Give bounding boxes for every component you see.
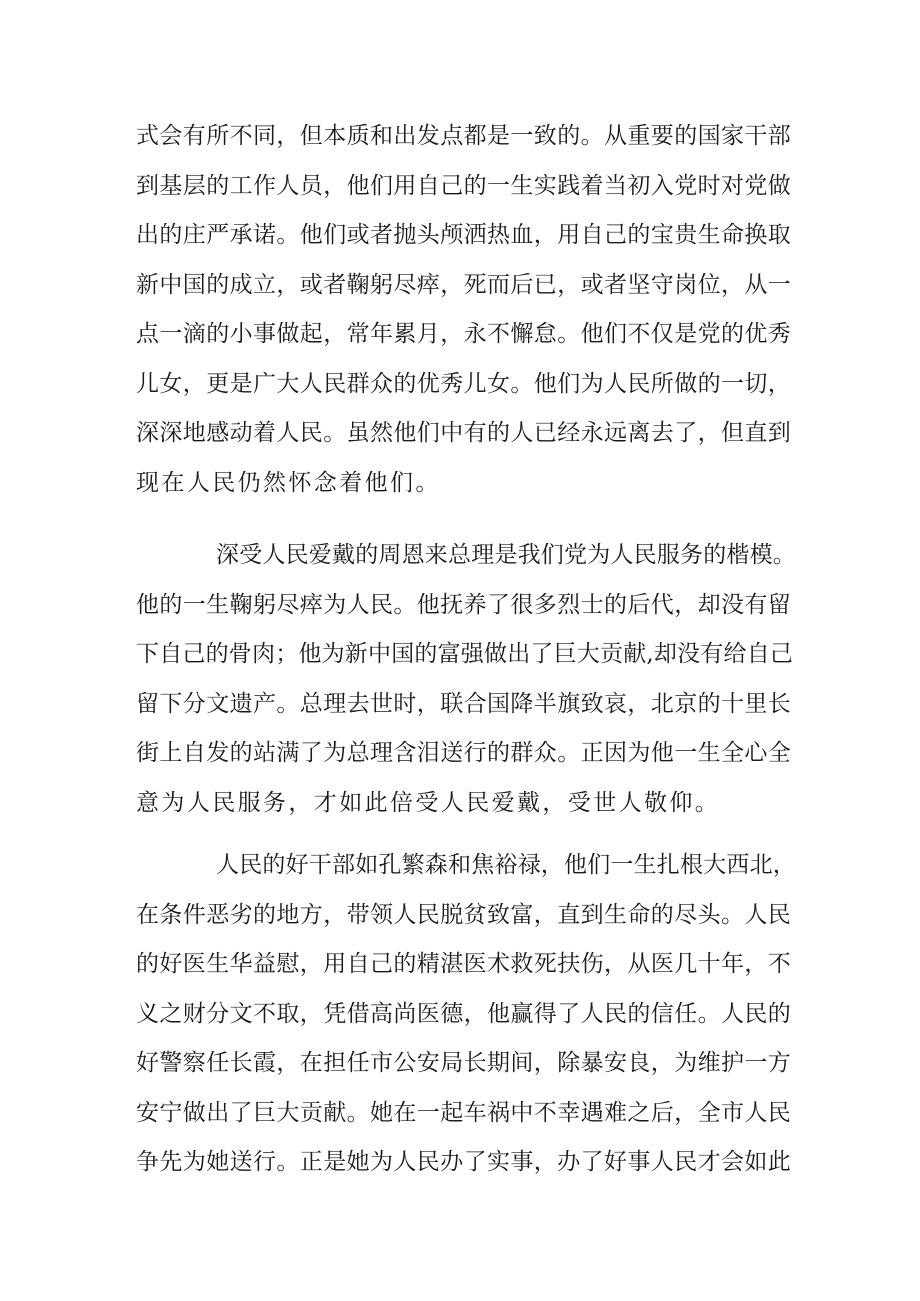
text-line: 新中国的成立，或者鞠躬尽瘁，死而后已，或者坚守岗位，从一 <box>136 271 792 298</box>
paragraph-1 <box>136 112 796 508</box>
text-line: 意为人民服务，才如此倍受人民爱戴，受世人敬仰。 <box>136 789 721 816</box>
text-line: 出的庄严承诺。他们或者抛头颅洒热血，用自己的宝贵生命换取 <box>136 222 792 248</box>
paragraph-3 <box>136 841 796 1188</box>
text-line: 街上自发的站满了为总理含泪送行的群众。正因为他一生全心全 <box>136 740 792 766</box>
paragraph-2 <box>136 531 796 828</box>
text-line: 深深地感动着人民。虽然他们中有的人已经永远离去了，但直到 <box>136 420 792 446</box>
text-line: 争先为她送行。正是她为人民办了实事，办了好事人民才会如此 <box>136 1149 792 1175</box>
text-line: 点一滴的小事做起，常年累月，永不懈怠。他们不仅是党的优秀 <box>136 321 792 347</box>
text-line: 人民的好干部如孔繁森和焦裕禄，他们一生扎根大西北， <box>216 852 796 878</box>
text-line: 现在人民仍然怀念着他们。 <box>136 469 441 496</box>
text-line: 深受人民爱戴的周恩来总理是我们党为人民服务的楷模。 <box>216 542 796 568</box>
text-line: 他的一生鞠躬尽瘁为人民。他抚养了很多烈士的后代，却没有留 <box>136 591 792 618</box>
document-page <box>136 112 796 1188</box>
text-line: 留下分文遗产。总理去世时，联合国降半旗致哀，北京的十里长 <box>136 690 792 717</box>
text-line: 好警察任长霞，在担任市公安局长期间，除暴安良，为维护一方 <box>136 1050 792 1076</box>
text-line: 儿女，更是广大人民群众的优秀儿女。他们为人民所做的一切， <box>136 370 792 397</box>
text-line: 在条件恶劣的地方，带领人民脱贫致富，直到生命的尽头。人民 <box>136 901 792 928</box>
text-line: 到基层的工作人员，他们用自己的一生实践着当初入党时对党做 <box>136 172 792 199</box>
text-line: 义之财分文不取，凭借高尚医德，他赢得了人民的信任。人民的 <box>136 1000 792 1027</box>
text-line: 安宁做出了巨大贡献。她在一起车祸中不幸遇难之后，全市人民 <box>136 1099 792 1126</box>
text-line: 式会有所不同，但本质和出发点都是一致的。从重要的国家干部 <box>136 123 792 149</box>
text-line: 的好医生华益慰，用自己的精湛医术救死扶伤，从医几十年，不 <box>136 951 792 977</box>
text-line: 下自己的骨肉；他为新中国的富强做出了巨大贡献,却没有给自己 <box>136 641 794 667</box>
